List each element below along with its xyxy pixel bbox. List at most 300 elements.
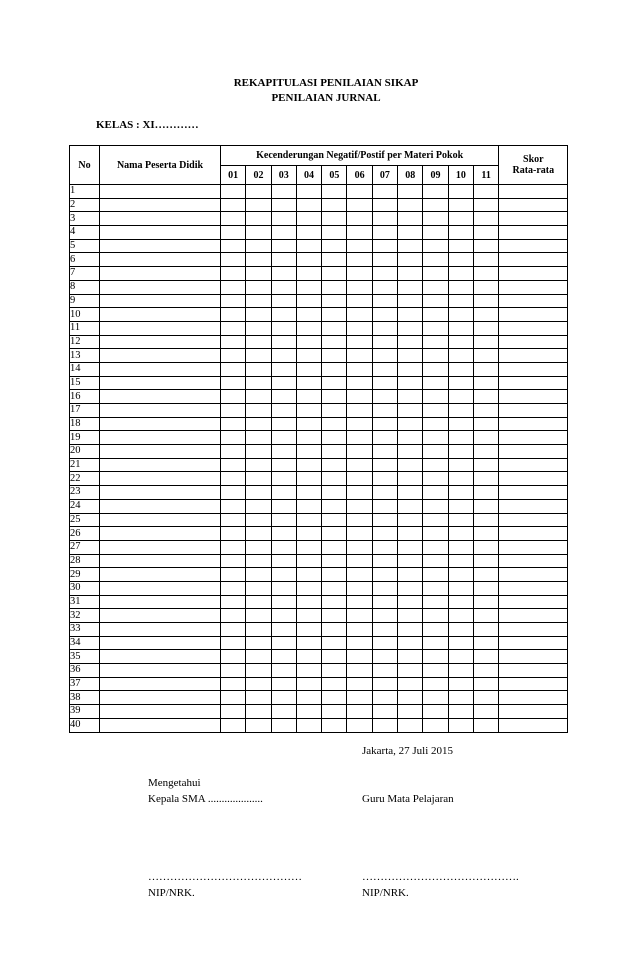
- materi-cell-09[interactable]: [423, 185, 448, 199]
- materi-cell-01[interactable]: [221, 185, 246, 199]
- materi-cell-04[interactable]: [296, 609, 321, 623]
- materi-cell-03[interactable]: [271, 513, 296, 527]
- materi-cell-04[interactable]: [296, 267, 321, 281]
- materi-cell-10[interactable]: [448, 623, 473, 637]
- materi-cell-11[interactable]: [473, 212, 498, 226]
- materi-cell-03[interactable]: [271, 650, 296, 664]
- materi-cell-02[interactable]: [246, 636, 271, 650]
- materi-cell-10[interactable]: [448, 540, 473, 554]
- score-cell[interactable]: [499, 185, 568, 199]
- materi-cell-11[interactable]: [473, 308, 498, 322]
- student-name-cell[interactable]: [100, 595, 221, 609]
- materi-cell-02[interactable]: [246, 404, 271, 418]
- materi-cell-05[interactable]: [322, 267, 347, 281]
- materi-cell-11[interactable]: [473, 362, 498, 376]
- materi-cell-11[interactable]: [473, 664, 498, 678]
- materi-cell-09[interactable]: [423, 280, 448, 294]
- materi-cell-03[interactable]: [271, 431, 296, 445]
- materi-cell-01[interactable]: [221, 595, 246, 609]
- score-cell[interactable]: [499, 568, 568, 582]
- materi-cell-01[interactable]: [221, 718, 246, 732]
- materi-cell-01[interactable]: [221, 198, 246, 212]
- materi-cell-03[interactable]: [271, 472, 296, 486]
- materi-cell-02[interactable]: [246, 595, 271, 609]
- materi-cell-06[interactable]: [347, 650, 372, 664]
- materi-cell-01[interactable]: [221, 664, 246, 678]
- materi-cell-05[interactable]: [322, 431, 347, 445]
- materi-cell-03[interactable]: [271, 267, 296, 281]
- materi-cell-02[interactable]: [246, 362, 271, 376]
- materi-cell-01[interactable]: [221, 445, 246, 459]
- materi-cell-06[interactable]: [347, 294, 372, 308]
- materi-cell-04[interactable]: [296, 431, 321, 445]
- materi-cell-02[interactable]: [246, 226, 271, 240]
- materi-cell-09[interactable]: [423, 486, 448, 500]
- materi-cell-10[interactable]: [448, 226, 473, 240]
- materi-cell-03[interactable]: [271, 335, 296, 349]
- materi-cell-05[interactable]: [322, 362, 347, 376]
- materi-cell-06[interactable]: [347, 581, 372, 595]
- materi-cell-01[interactable]: [221, 253, 246, 267]
- materi-cell-04[interactable]: [296, 226, 321, 240]
- materi-cell-07[interactable]: [372, 540, 397, 554]
- materi-cell-07[interactable]: [372, 349, 397, 363]
- materi-cell-01[interactable]: [221, 581, 246, 595]
- materi-cell-10[interactable]: [448, 499, 473, 513]
- materi-cell-03[interactable]: [271, 581, 296, 595]
- materi-cell-11[interactable]: [473, 294, 498, 308]
- materi-cell-08[interactable]: [398, 267, 423, 281]
- materi-cell-02[interactable]: [246, 568, 271, 582]
- materi-cell-10[interactable]: [448, 198, 473, 212]
- materi-cell-03[interactable]: [271, 226, 296, 240]
- materi-cell-07[interactable]: [372, 321, 397, 335]
- student-name-cell[interactable]: [100, 253, 221, 267]
- materi-cell-08[interactable]: [398, 486, 423, 500]
- materi-cell-04[interactable]: [296, 349, 321, 363]
- student-name-cell[interactable]: [100, 321, 221, 335]
- materi-cell-11[interactable]: [473, 568, 498, 582]
- materi-cell-04[interactable]: [296, 253, 321, 267]
- materi-cell-06[interactable]: [347, 308, 372, 322]
- materi-cell-08[interactable]: [398, 212, 423, 226]
- materi-cell-11[interactable]: [473, 540, 498, 554]
- materi-cell-06[interactable]: [347, 540, 372, 554]
- materi-cell-02[interactable]: [246, 718, 271, 732]
- materi-cell-02[interactable]: [246, 321, 271, 335]
- materi-cell-11[interactable]: [473, 267, 498, 281]
- materi-cell-07[interactable]: [372, 445, 397, 459]
- materi-cell-07[interactable]: [372, 513, 397, 527]
- materi-cell-08[interactable]: [398, 417, 423, 431]
- materi-cell-06[interactable]: [347, 212, 372, 226]
- materi-cell-09[interactable]: [423, 609, 448, 623]
- materi-cell-09[interactable]: [423, 417, 448, 431]
- materi-cell-04[interactable]: [296, 294, 321, 308]
- materi-cell-05[interactable]: [322, 554, 347, 568]
- materi-cell-02[interactable]: [246, 650, 271, 664]
- materi-cell-06[interactable]: [347, 677, 372, 691]
- student-name-cell[interactable]: [100, 472, 221, 486]
- materi-cell-03[interactable]: [271, 595, 296, 609]
- materi-cell-02[interactable]: [246, 554, 271, 568]
- materi-cell-02[interactable]: [246, 609, 271, 623]
- materi-cell-06[interactable]: [347, 568, 372, 582]
- materi-cell-10[interactable]: [448, 513, 473, 527]
- materi-cell-01[interactable]: [221, 540, 246, 554]
- score-cell[interactable]: [499, 650, 568, 664]
- score-cell[interactable]: [499, 527, 568, 541]
- score-cell[interactable]: [499, 595, 568, 609]
- materi-cell-04[interactable]: [296, 376, 321, 390]
- materi-cell-11[interactable]: [473, 239, 498, 253]
- materi-cell-07[interactable]: [372, 294, 397, 308]
- score-cell[interactable]: [499, 486, 568, 500]
- materi-cell-08[interactable]: [398, 226, 423, 240]
- materi-cell-07[interactable]: [372, 376, 397, 390]
- materi-cell-04[interactable]: [296, 527, 321, 541]
- materi-cell-05[interactable]: [322, 513, 347, 527]
- materi-cell-07[interactable]: [372, 335, 397, 349]
- materi-cell-09[interactable]: [423, 253, 448, 267]
- materi-cell-07[interactable]: [372, 267, 397, 281]
- materi-cell-06[interactable]: [347, 445, 372, 459]
- score-cell[interactable]: [499, 540, 568, 554]
- materi-cell-10[interactable]: [448, 390, 473, 404]
- materi-cell-10[interactable]: [448, 239, 473, 253]
- materi-cell-08[interactable]: [398, 636, 423, 650]
- student-name-cell[interactable]: [100, 540, 221, 554]
- student-name-cell[interactable]: [100, 349, 221, 363]
- materi-cell-02[interactable]: [246, 390, 271, 404]
- materi-cell-01[interactable]: [221, 623, 246, 637]
- materi-cell-03[interactable]: [271, 554, 296, 568]
- student-name-cell[interactable]: [100, 185, 221, 199]
- materi-cell-05[interactable]: [322, 390, 347, 404]
- materi-cell-07[interactable]: [372, 390, 397, 404]
- materi-cell-04[interactable]: [296, 239, 321, 253]
- materi-cell-11[interactable]: [473, 404, 498, 418]
- materi-cell-05[interactable]: [322, 540, 347, 554]
- materi-cell-04[interactable]: [296, 198, 321, 212]
- materi-cell-02[interactable]: [246, 581, 271, 595]
- materi-cell-10[interactable]: [448, 527, 473, 541]
- materi-cell-05[interactable]: [322, 445, 347, 459]
- materi-cell-11[interactable]: [473, 499, 498, 513]
- materi-cell-05[interactable]: [322, 253, 347, 267]
- materi-cell-03[interactable]: [271, 404, 296, 418]
- materi-cell-08[interactable]: [398, 568, 423, 582]
- materi-cell-11[interactable]: [473, 335, 498, 349]
- materi-cell-01[interactable]: [221, 527, 246, 541]
- materi-cell-07[interactable]: [372, 718, 397, 732]
- student-name-cell[interactable]: [100, 308, 221, 322]
- score-cell[interactable]: [499, 294, 568, 308]
- materi-cell-06[interactable]: [347, 376, 372, 390]
- materi-cell-11[interactable]: [473, 417, 498, 431]
- materi-cell-07[interactable]: [372, 458, 397, 472]
- materi-cell-11[interactable]: [473, 226, 498, 240]
- materi-cell-09[interactable]: [423, 499, 448, 513]
- materi-cell-07[interactable]: [372, 362, 397, 376]
- materi-cell-01[interactable]: [221, 431, 246, 445]
- materi-cell-07[interactable]: [372, 431, 397, 445]
- materi-cell-07[interactable]: [372, 581, 397, 595]
- materi-cell-03[interactable]: [271, 185, 296, 199]
- materi-cell-05[interactable]: [322, 308, 347, 322]
- materi-cell-11[interactable]: [473, 513, 498, 527]
- materi-cell-03[interactable]: [271, 321, 296, 335]
- score-cell[interactable]: [499, 664, 568, 678]
- materi-cell-10[interactable]: [448, 458, 473, 472]
- materi-cell-10[interactable]: [448, 349, 473, 363]
- score-cell[interactable]: [499, 445, 568, 459]
- materi-cell-07[interactable]: [372, 253, 397, 267]
- materi-cell-03[interactable]: [271, 677, 296, 691]
- materi-cell-01[interactable]: [221, 294, 246, 308]
- materi-cell-06[interactable]: [347, 239, 372, 253]
- materi-cell-07[interactable]: [372, 308, 397, 322]
- materi-cell-08[interactable]: [398, 335, 423, 349]
- materi-cell-01[interactable]: [221, 321, 246, 335]
- materi-cell-04[interactable]: [296, 499, 321, 513]
- materi-cell-03[interactable]: [271, 705, 296, 719]
- materi-cell-09[interactable]: [423, 705, 448, 719]
- materi-cell-03[interactable]: [271, 691, 296, 705]
- materi-cell-06[interactable]: [347, 664, 372, 678]
- student-name-cell[interactable]: [100, 486, 221, 500]
- score-cell[interactable]: [499, 417, 568, 431]
- materi-cell-03[interactable]: [271, 568, 296, 582]
- materi-cell-06[interactable]: [347, 198, 372, 212]
- materi-cell-10[interactable]: [448, 568, 473, 582]
- materi-cell-04[interactable]: [296, 691, 321, 705]
- materi-cell-05[interactable]: [322, 185, 347, 199]
- materi-cell-01[interactable]: [221, 417, 246, 431]
- materi-cell-05[interactable]: [322, 280, 347, 294]
- materi-cell-10[interactable]: [448, 472, 473, 486]
- materi-cell-06[interactable]: [347, 609, 372, 623]
- materi-cell-02[interactable]: [246, 513, 271, 527]
- score-cell[interactable]: [499, 280, 568, 294]
- materi-cell-01[interactable]: [221, 513, 246, 527]
- student-name-cell[interactable]: [100, 404, 221, 418]
- materi-cell-08[interactable]: [398, 623, 423, 637]
- materi-cell-11[interactable]: [473, 705, 498, 719]
- materi-cell-08[interactable]: [398, 198, 423, 212]
- score-cell[interactable]: [499, 718, 568, 732]
- materi-cell-10[interactable]: [448, 609, 473, 623]
- materi-cell-11[interactable]: [473, 458, 498, 472]
- materi-cell-11[interactable]: [473, 623, 498, 637]
- materi-cell-04[interactable]: [296, 212, 321, 226]
- materi-cell-10[interactable]: [448, 595, 473, 609]
- materi-cell-03[interactable]: [271, 280, 296, 294]
- materi-cell-02[interactable]: [246, 308, 271, 322]
- materi-cell-08[interactable]: [398, 609, 423, 623]
- materi-cell-06[interactable]: [347, 335, 372, 349]
- materi-cell-05[interactable]: [322, 595, 347, 609]
- materi-cell-08[interactable]: [398, 431, 423, 445]
- materi-cell-10[interactable]: [448, 581, 473, 595]
- score-cell[interactable]: [499, 691, 568, 705]
- materi-cell-02[interactable]: [246, 294, 271, 308]
- materi-cell-03[interactable]: [271, 445, 296, 459]
- materi-cell-02[interactable]: [246, 677, 271, 691]
- student-name-cell[interactable]: [100, 623, 221, 637]
- score-cell[interactable]: [499, 499, 568, 513]
- materi-cell-03[interactable]: [271, 540, 296, 554]
- materi-cell-05[interactable]: [322, 581, 347, 595]
- materi-cell-06[interactable]: [347, 718, 372, 732]
- materi-cell-11[interactable]: [473, 349, 498, 363]
- materi-cell-02[interactable]: [246, 499, 271, 513]
- student-name-cell[interactable]: [100, 554, 221, 568]
- score-cell[interactable]: [499, 321, 568, 335]
- materi-cell-01[interactable]: [221, 280, 246, 294]
- materi-cell-04[interactable]: [296, 595, 321, 609]
- materi-cell-07[interactable]: [372, 609, 397, 623]
- materi-cell-02[interactable]: [246, 417, 271, 431]
- materi-cell-10[interactable]: [448, 554, 473, 568]
- materi-cell-07[interactable]: [372, 705, 397, 719]
- materi-cell-11[interactable]: [473, 198, 498, 212]
- materi-cell-09[interactable]: [423, 568, 448, 582]
- materi-cell-02[interactable]: [246, 472, 271, 486]
- materi-cell-09[interactable]: [423, 636, 448, 650]
- materi-cell-08[interactable]: [398, 718, 423, 732]
- materi-cell-06[interactable]: [347, 417, 372, 431]
- materi-cell-04[interactable]: [296, 404, 321, 418]
- materi-cell-10[interactable]: [448, 280, 473, 294]
- materi-cell-08[interactable]: [398, 185, 423, 199]
- materi-cell-08[interactable]: [398, 349, 423, 363]
- materi-cell-05[interactable]: [322, 335, 347, 349]
- materi-cell-10[interactable]: [448, 650, 473, 664]
- materi-cell-05[interactable]: [322, 294, 347, 308]
- materi-cell-08[interactable]: [398, 554, 423, 568]
- materi-cell-09[interactable]: [423, 404, 448, 418]
- materi-cell-01[interactable]: [221, 226, 246, 240]
- materi-cell-10[interactable]: [448, 185, 473, 199]
- materi-cell-03[interactable]: [271, 253, 296, 267]
- materi-cell-05[interactable]: [322, 349, 347, 363]
- student-name-cell[interactable]: [100, 226, 221, 240]
- materi-cell-05[interactable]: [322, 404, 347, 418]
- materi-cell-03[interactable]: [271, 499, 296, 513]
- materi-cell-10[interactable]: [448, 691, 473, 705]
- materi-cell-04[interactable]: [296, 554, 321, 568]
- materi-cell-09[interactable]: [423, 431, 448, 445]
- score-cell[interactable]: [499, 226, 568, 240]
- materi-cell-04[interactable]: [296, 677, 321, 691]
- materi-cell-05[interactable]: [322, 650, 347, 664]
- materi-cell-05[interactable]: [322, 417, 347, 431]
- materi-cell-10[interactable]: [448, 404, 473, 418]
- materi-cell-08[interactable]: [398, 458, 423, 472]
- materi-cell-09[interactable]: [423, 554, 448, 568]
- materi-cell-05[interactable]: [322, 664, 347, 678]
- materi-cell-09[interactable]: [423, 472, 448, 486]
- materi-cell-08[interactable]: [398, 280, 423, 294]
- materi-cell-05[interactable]: [322, 705, 347, 719]
- score-cell[interactable]: [499, 267, 568, 281]
- materi-cell-07[interactable]: [372, 568, 397, 582]
- student-name-cell[interactable]: [100, 294, 221, 308]
- materi-cell-09[interactable]: [423, 664, 448, 678]
- materi-cell-04[interactable]: [296, 581, 321, 595]
- materi-cell-09[interactable]: [423, 226, 448, 240]
- materi-cell-01[interactable]: [221, 691, 246, 705]
- materi-cell-07[interactable]: [372, 527, 397, 541]
- materi-cell-05[interactable]: [322, 226, 347, 240]
- materi-cell-05[interactable]: [322, 239, 347, 253]
- materi-cell-09[interactable]: [423, 198, 448, 212]
- materi-cell-07[interactable]: [372, 664, 397, 678]
- student-name-cell[interactable]: [100, 239, 221, 253]
- materi-cell-02[interactable]: [246, 540, 271, 554]
- materi-cell-08[interactable]: [398, 513, 423, 527]
- score-cell[interactable]: [499, 472, 568, 486]
- materi-cell-10[interactable]: [448, 308, 473, 322]
- materi-cell-11[interactable]: [473, 185, 498, 199]
- materi-cell-04[interactable]: [296, 445, 321, 459]
- materi-cell-05[interactable]: [322, 527, 347, 541]
- materi-cell-05[interactable]: [322, 472, 347, 486]
- materi-cell-07[interactable]: [372, 404, 397, 418]
- materi-cell-11[interactable]: [473, 321, 498, 335]
- materi-cell-06[interactable]: [347, 554, 372, 568]
- materi-cell-02[interactable]: [246, 486, 271, 500]
- student-name-cell[interactable]: [100, 705, 221, 719]
- materi-cell-05[interactable]: [322, 321, 347, 335]
- materi-cell-04[interactable]: [296, 362, 321, 376]
- student-name-cell[interactable]: [100, 335, 221, 349]
- materi-cell-06[interactable]: [347, 185, 372, 199]
- materi-cell-11[interactable]: [473, 280, 498, 294]
- student-name-cell[interactable]: [100, 499, 221, 513]
- materi-cell-01[interactable]: [221, 335, 246, 349]
- materi-cell-09[interactable]: [423, 623, 448, 637]
- materi-cell-04[interactable]: [296, 513, 321, 527]
- score-cell[interactable]: [499, 677, 568, 691]
- student-name-cell[interactable]: [100, 198, 221, 212]
- materi-cell-07[interactable]: [372, 499, 397, 513]
- materi-cell-02[interactable]: [246, 239, 271, 253]
- materi-cell-03[interactable]: [271, 362, 296, 376]
- materi-cell-07[interactable]: [372, 691, 397, 705]
- materi-cell-04[interactable]: [296, 280, 321, 294]
- materi-cell-01[interactable]: [221, 267, 246, 281]
- materi-cell-02[interactable]: [246, 458, 271, 472]
- score-cell[interactable]: [499, 349, 568, 363]
- materi-cell-06[interactable]: [347, 595, 372, 609]
- student-name-cell[interactable]: [100, 390, 221, 404]
- materi-cell-08[interactable]: [398, 705, 423, 719]
- materi-cell-08[interactable]: [398, 253, 423, 267]
- materi-cell-08[interactable]: [398, 472, 423, 486]
- materi-cell-01[interactable]: [221, 650, 246, 664]
- materi-cell-09[interactable]: [423, 458, 448, 472]
- materi-cell-10[interactable]: [448, 417, 473, 431]
- materi-cell-09[interactable]: [423, 718, 448, 732]
- score-cell[interactable]: [499, 253, 568, 267]
- materi-cell-05[interactable]: [322, 212, 347, 226]
- student-name-cell[interactable]: [100, 513, 221, 527]
- materi-cell-09[interactable]: [423, 212, 448, 226]
- materi-cell-08[interactable]: [398, 362, 423, 376]
- materi-cell-02[interactable]: [246, 431, 271, 445]
